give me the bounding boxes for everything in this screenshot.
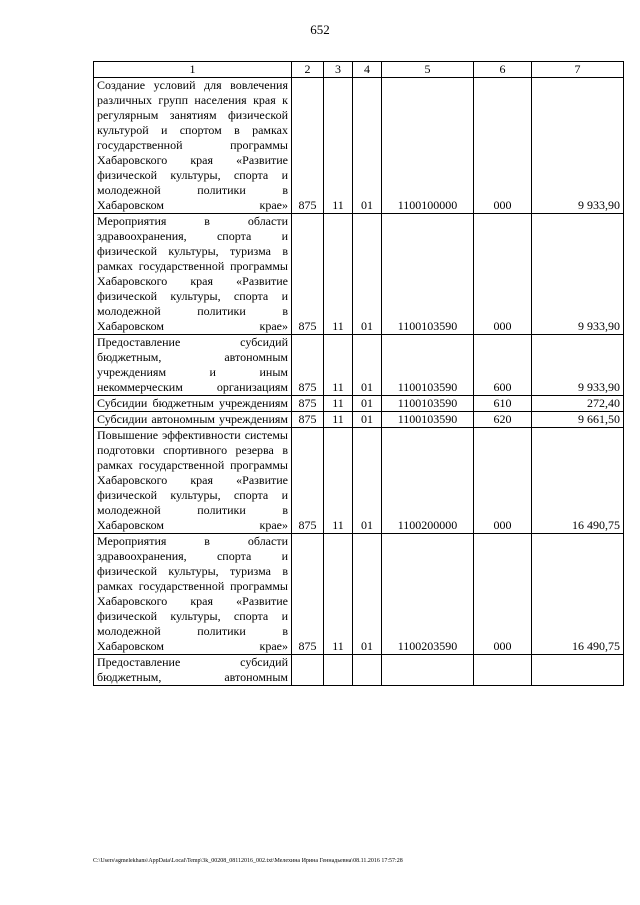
column-header: 3 (324, 62, 353, 78)
row-name: Повышение эффективности системы подготовки спортивного резерва в рамках государственной программы Хабаровского края «Развитие физической культуры, спорта и молодежной политики в Хабаровском крае» (94, 428, 292, 534)
cell-section: 11 (324, 428, 353, 534)
cell-admin-code: 875 (292, 534, 324, 655)
cell-admin-code: 875 (292, 335, 324, 396)
cell-section: 11 (324, 335, 353, 396)
table-row (94, 335, 624, 396)
cell-target-item: 1100103590 (382, 335, 474, 396)
column-header: 7 (532, 62, 624, 78)
column-header: 2 (292, 62, 324, 78)
budget-table (93, 61, 624, 686)
cell-target-item: 1100103590 (382, 214, 474, 335)
cell-admin-code: 875 (292, 412, 324, 428)
column-header: 4 (353, 62, 382, 78)
cell-target-item: 1100103590 (382, 396, 474, 412)
cell-subsection: 01 (353, 214, 382, 335)
row-name: Предоставление субсидий бюджетным, автономным (94, 655, 292, 686)
row-name: Субсидии автономным учреждениям (94, 412, 292, 428)
row-name: Мероприятия в области здравоохранения, спорта и физической культуры, туризма в рамках государственной программы Хабаровского края «Развитие физической культуры, спорта и молодежной политики в Хабаровском крае» (94, 214, 292, 335)
file-path-footer: C:\Users\sgmelekhans\AppData\Local\Temp\3k_00208_08112016_002.txt\Мелехина Ирина Геннадьевна\08.11.2016 17:57:28 (93, 858, 403, 864)
row-name: Создание условий для вовлечения различных групп населения края к регулярным занятиям физической культурой и спортом в рамках государственной программы Хабаровского края «Развитие физической культуры, спорта и молодежной политики в Хабаровском крае» (94, 78, 292, 214)
cell-target-item: 1100200000 (382, 428, 474, 534)
cell-amount: 16 490,75 (532, 428, 624, 534)
cell-amount: 9 933,90 (532, 335, 624, 396)
row-name: Мероприятия в области здравоохранения, спорта и физической культуры, туризма в рамках государственной программы Хабаровского края «Развитие физической культуры, спорта и молодежной политики в Хабаровском крае» (94, 534, 292, 655)
cell-section: 11 (324, 412, 353, 428)
cell-target-item: 1100103590 (382, 412, 474, 428)
table-row (94, 655, 624, 686)
row-name: Субсидии бюджетным учреждениям (94, 396, 292, 412)
table-header-row (94, 62, 624, 78)
cell-section: 11 (324, 396, 353, 412)
cell-subsection: 01 (353, 534, 382, 655)
cell-section: 11 (324, 534, 353, 655)
cell-target-item: 1100203590 (382, 534, 474, 655)
cell-admin-code: 875 (292, 214, 324, 335)
cell-expense-type: 000 (474, 428, 532, 534)
cell-amount: 9 933,90 (532, 78, 624, 214)
table-row (94, 428, 624, 534)
cell-subsection: 01 (353, 428, 382, 534)
page-number: 652 (310, 22, 330, 37)
cell-section (324, 655, 353, 686)
cell-expense-type: 000 (474, 78, 532, 214)
cell-subsection (353, 655, 382, 686)
table-row (94, 214, 624, 335)
table-row (94, 78, 624, 214)
cell-admin-code (292, 655, 324, 686)
cell-section: 11 (324, 214, 353, 335)
table-row (94, 412, 624, 428)
cell-amount: 9 933,90 (532, 214, 624, 335)
cell-expense-type: 600 (474, 335, 532, 396)
cell-target-item: 1100100000 (382, 78, 474, 214)
cell-amount: 16 490,75 (532, 534, 624, 655)
column-header: 5 (382, 62, 474, 78)
cell-expense-type: 620 (474, 412, 532, 428)
cell-expense-type: 000 (474, 534, 532, 655)
cell-subsection: 01 (353, 78, 382, 214)
column-header: 6 (474, 62, 532, 78)
cell-target-item (382, 655, 474, 686)
table-row (94, 534, 624, 655)
cell-expense-type: 610 (474, 396, 532, 412)
cell-admin-code: 875 (292, 428, 324, 534)
cell-subsection: 01 (353, 396, 382, 412)
cell-subsection: 01 (353, 335, 382, 396)
cell-expense-type (474, 655, 532, 686)
cell-admin-code: 875 (292, 78, 324, 214)
cell-section: 11 (324, 78, 353, 214)
cell-amount (532, 655, 624, 686)
cell-amount: 272,40 (532, 396, 624, 412)
row-name: Предоставление субсидий бюджетным, автономным учреждениям и иным некоммерческим организациям (94, 335, 292, 396)
column-header: 1 (94, 62, 292, 78)
cell-expense-type: 000 (474, 214, 532, 335)
cell-amount: 9 661,50 (532, 412, 624, 428)
table-row (94, 396, 624, 412)
cell-admin-code: 875 (292, 396, 324, 412)
cell-subsection: 01 (353, 412, 382, 428)
